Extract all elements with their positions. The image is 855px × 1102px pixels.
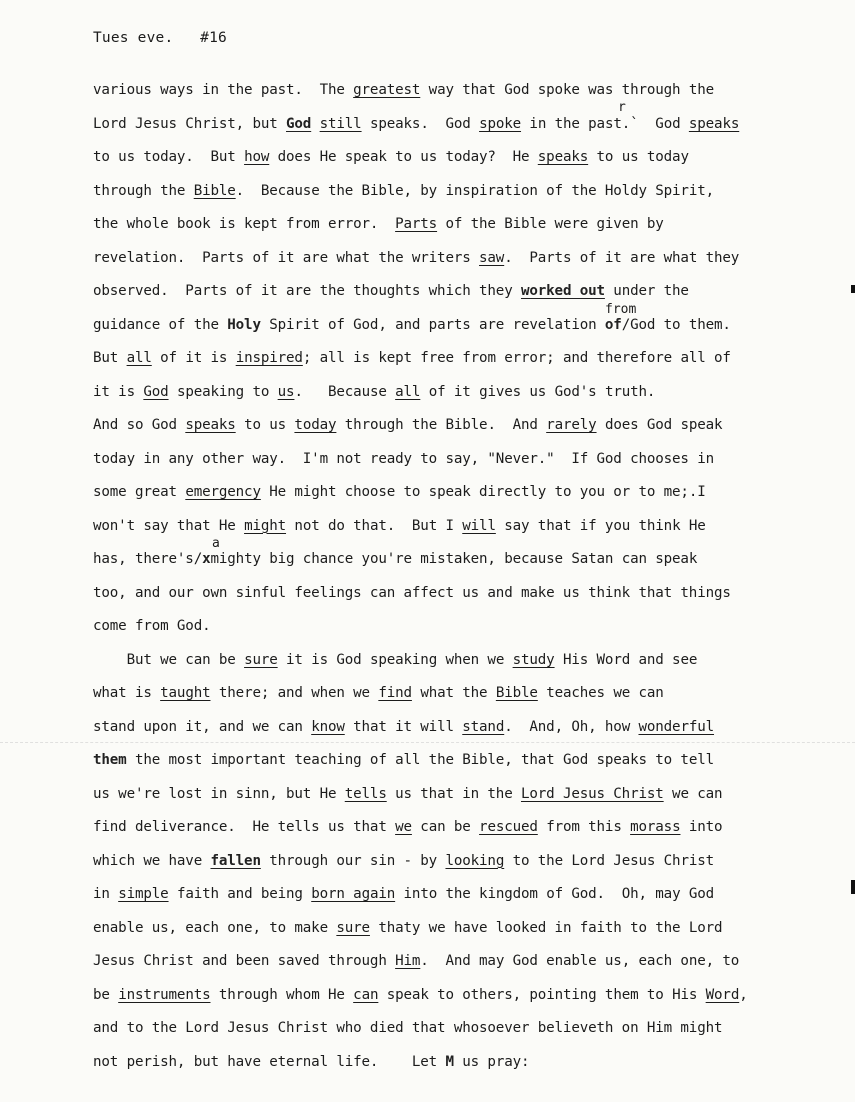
text-segment: it is God speaking when we (277, 651, 513, 668)
underlined-word: all (395, 383, 421, 400)
text-line (93, 413, 722, 437)
text-segment: enable us, each one, to make (93, 919, 337, 936)
underlined-word: looking (445, 852, 505, 869)
text-line (93, 782, 722, 806)
text-line (93, 514, 706, 538)
underlined-word: find (378, 685, 412, 701)
underlined-word: saw (479, 249, 505, 266)
text-segment: be (93, 986, 119, 1003)
text-segment: Jesus Christ and been saved through (93, 953, 396, 969)
text-segment: Lord Jesus Christ, but (93, 115, 287, 132)
text-line (93, 849, 714, 873)
text-segment: some great (93, 484, 186, 500)
text-segment: /God to them. (621, 316, 731, 333)
underlined-word: instruments (118, 986, 211, 1003)
underlined-word: tells (344, 785, 387, 802)
text-segment: has, there's/ (93, 551, 203, 567)
text-line (93, 480, 706, 504)
underlined-word: wonderful (638, 718, 715, 735)
underlined-word: taught (160, 685, 211, 701)
text-segment: which we have (93, 852, 211, 869)
text-line (93, 681, 664, 705)
text-line (93, 1016, 722, 1040)
text-segment: revelation. Parts of it are what the writers (93, 249, 480, 266)
overtyped-word: M (445, 1053, 454, 1070)
text-segment: and to the Lord Jesus Christ who died that whosoever believeth on Him might (93, 1020, 723, 1036)
text-segment: . And may God enable us, each one, to (420, 953, 740, 969)
underlined-word: Word (705, 986, 740, 1003)
text-segment: through our sin - by (260, 852, 446, 869)
text-line (93, 949, 739, 973)
overtyped-word: them (93, 752, 127, 768)
underlined-word: Bible (495, 685, 538, 701)
text-segment (311, 116, 319, 132)
underlined-word: will (462, 517, 496, 534)
text-line (93, 112, 739, 136)
underlined-word: speaks (688, 115, 740, 132)
text-segment: . And, Oh, how (504, 718, 639, 735)
text-segment: of the Bible were given by (437, 216, 664, 232)
text-segment: does He speak to us today? He (269, 149, 538, 165)
text-line (93, 882, 714, 906)
text-line (93, 916, 722, 940)
text-segment: we can (663, 785, 723, 802)
text-segment: through the Bible. And (336, 417, 547, 433)
text-segment: that it will (344, 718, 463, 735)
text-segment: various ways in the past. The (93, 82, 354, 98)
text-segment: the most important teaching of all the Bible, that God speaks to tell (126, 752, 714, 768)
text-segment: . Because (294, 383, 396, 400)
text-line (93, 179, 714, 203)
text-segment: into (680, 819, 723, 835)
text-line (93, 1050, 529, 1074)
text-line (93, 380, 655, 404)
text-line (93, 748, 714, 772)
text-segment: find deliverance. He tells us that (93, 819, 396, 835)
text-line (93, 648, 697, 672)
text-segment: , (739, 986, 748, 1003)
overtyped-word: of (604, 316, 622, 333)
margin-mark (851, 285, 855, 293)
underlined-word: emergency (185, 484, 261, 500)
text-segment: . Because the Bible, by inspiration of the Holdy Spirit, (235, 182, 714, 199)
text-segment: into the kingdom of God. Oh, may God (395, 886, 715, 902)
interline-insert-a: a (212, 536, 220, 551)
text-segment: does God speak (596, 417, 723, 433)
underlined-word: fallen (210, 852, 261, 869)
text-segment: speak to others, pointing them to His (378, 986, 706, 1003)
underlined-word: Him (395, 953, 421, 969)
text-segment: . Parts of it are what they (504, 249, 740, 266)
text-line (93, 78, 714, 102)
underlined-word: speaks (537, 149, 589, 165)
underlined-word: know (311, 718, 345, 735)
text-segment: of it gives us God's truth. (420, 383, 656, 400)
underlined-word: stand (462, 718, 505, 735)
text-segment: under the (604, 283, 689, 299)
text-segment: not perish, but have eternal life. Let (93, 1053, 446, 1070)
underlined-word: rarely (546, 417, 597, 433)
text-segment: He might choose to speak directly to you or to me;.I (260, 484, 706, 500)
text-segment: through the (93, 182, 194, 199)
text-segment: can be (411, 819, 480, 835)
text-line (93, 346, 731, 370)
text-line (93, 279, 689, 303)
text-segment: ; all is kept free from error; and therefore all of (302, 350, 731, 366)
text-segment: speaking to (168, 383, 278, 400)
text-line (93, 246, 739, 270)
overtyped-word: x (202, 551, 211, 567)
text-segment: in (93, 886, 119, 902)
text-segment: to the Lord Jesus Christ (504, 852, 715, 869)
underlined-word: inspired (235, 350, 303, 366)
text-segment: to us today. But (93, 149, 245, 165)
text-line (93, 212, 664, 236)
text-segment: thaty we have looked in faith to the Lord (369, 919, 723, 936)
underlined-word: greatest (353, 82, 421, 98)
underlined-word: born again (311, 886, 396, 902)
text-segment: speaks. God (361, 115, 480, 132)
underlined-word: speaks (185, 417, 236, 433)
text-segment: from this (537, 819, 631, 835)
underlined-word: we (395, 819, 412, 835)
underlined-word: study (512, 651, 555, 668)
text-segment: there; and when we (210, 685, 379, 701)
text-line (93, 614, 210, 638)
page-header: Tues eve. #16 (93, 30, 227, 46)
underlined-word: sure (336, 919, 370, 936)
text-segment: His Word and see (554, 651, 698, 668)
underlined-word: today (294, 417, 337, 433)
text-segment: observed. Parts of it are the thoughts which they (93, 283, 521, 299)
interline-insert-from: from (605, 302, 637, 317)
text-segment: today in any other way. I'm not ready to say, "Never." If God chooses in (93, 450, 714, 467)
underlined-word: Parts (395, 216, 438, 232)
underlined-word: still (319, 115, 362, 132)
text-segment: say that if you think He (495, 517, 706, 534)
text-segment: of it is (151, 350, 236, 366)
text-line (93, 983, 748, 1007)
text-segment: us we're lost in sinn, but He (93, 785, 345, 802)
overtyped-word: Holy (227, 316, 261, 333)
text-segment: it is (93, 383, 144, 400)
fold-line (0, 742, 855, 743)
text-segment: come from God. (93, 618, 211, 634)
text-segment: way that God spoke was through the (420, 82, 714, 98)
text-segment: not do that. But I (286, 517, 463, 534)
underlined-word: sure (244, 651, 278, 668)
underlined-word: God (286, 115, 312, 132)
text-line (93, 547, 697, 571)
text-segment: us pray: (453, 1053, 530, 1070)
text-line (93, 815, 722, 839)
underlined-word: simple (118, 886, 169, 902)
underlined-word: worked out (520, 283, 605, 299)
text-segment: what is (93, 685, 161, 701)
underlined-word: rescued (479, 819, 538, 835)
underlined-word: Bible (193, 182, 236, 199)
text-segment: Spirit of God, and parts are revelation (260, 316, 605, 333)
text-line (93, 715, 714, 739)
text-segment: faith and being (168, 886, 312, 902)
text-line (93, 145, 689, 169)
text-segment: guidance of the (93, 316, 228, 333)
text-segment: And so God (93, 417, 186, 433)
text-segment: But (93, 350, 127, 366)
interline-insert-r: r (618, 100, 626, 115)
underlined-word: might (244, 517, 287, 534)
text-segment: teaches we can (537, 685, 664, 701)
text-segment: too, and our own sinful feelings can affect us and make us think that things (93, 584, 731, 601)
text-segment: to us (235, 417, 295, 433)
underlined-word: morass (630, 819, 681, 835)
text-line (93, 581, 731, 605)
underlined-word: Lord Jesus Christ (520, 785, 664, 802)
margin-mark (851, 880, 855, 894)
text-segment: the whole book is kept from error. (93, 216, 396, 232)
text-segment: mighty big chance you're mistaken, because Satan can speak (210, 551, 698, 567)
text-segment: what the (411, 685, 496, 701)
underlined-word: God (143, 383, 169, 400)
underlined-word: spoke (479, 115, 522, 132)
text-segment: in the past.` God (521, 115, 689, 132)
text-segment: stand upon it, and we can (93, 718, 312, 735)
underlined-word: how (244, 149, 270, 165)
underlined-word: all (126, 350, 152, 366)
text-segment: to us today (588, 149, 689, 165)
text-segment: But we can be (93, 651, 245, 668)
text-segment: us that in the (386, 785, 521, 802)
text-segment: through whom He (210, 986, 354, 1003)
text-line (93, 447, 714, 471)
underlined-word: us (277, 383, 295, 400)
text-segment: won't say that He (93, 517, 245, 534)
underlined-word: can (353, 986, 379, 1003)
